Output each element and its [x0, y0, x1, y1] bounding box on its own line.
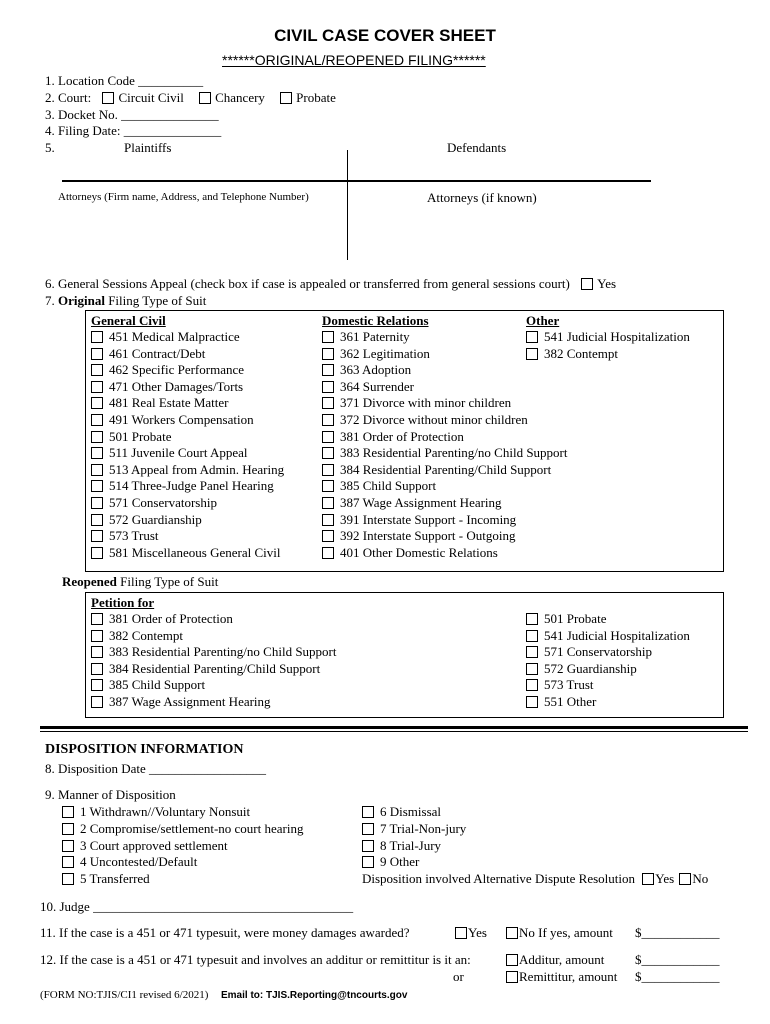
other-checkbox[interactable]: [526, 331, 538, 343]
disposition-manner-checkbox[interactable]: [362, 806, 374, 818]
general-civil-checkbox[interactable]: [91, 547, 103, 559]
general-civil-label: 451 Medical Malpractice: [109, 329, 240, 344]
reopened-petition-item[interactable]: [526, 661, 637, 677]
location-code-field[interactable]: 1. Location Code __________: [45, 73, 204, 88]
reopened-petition-label: 572 Guardianship: [544, 660, 637, 676]
reopened-petition-label: 384 Residential Parenting/Child Support: [109, 660, 321, 676]
general-civil-item[interactable]: [91, 429, 171, 445]
disposition-manner-checkbox[interactable]: [62, 840, 74, 852]
disposition-manner-item[interactable]: [62, 871, 150, 887]
disposition-manner-item[interactable]: [62, 854, 197, 870]
domestic-relations-item[interactable]: [322, 528, 515, 544]
general-civil-checkbox[interactable]: [91, 464, 103, 476]
reopened-petition-label: 382 Contempt: [109, 627, 184, 643]
reopened-petition-checkbox[interactable]: [526, 630, 538, 642]
general-civil-checkbox[interactable]: [91, 497, 103, 509]
reopened-petition-item[interactable]: [91, 677, 205, 693]
domestic-relations-item[interactable]: [322, 429, 464, 445]
defendant-attorneys-label: Attorneys (if known): [427, 190, 537, 205]
appeal-yes-checkbox[interactable]: [581, 278, 593, 290]
reopened-petition-item[interactable]: [91, 611, 233, 627]
defendants-label: Defendants: [447, 140, 507, 155]
domestic-relations-checkbox[interactable]: [322, 547, 334, 559]
general-civil-item[interactable]: [91, 528, 159, 544]
general-civil-checkbox[interactable]: [91, 447, 103, 459]
domestic-relations-checkbox[interactable]: [322, 431, 334, 443]
general-civil-label: 514 Three-Judge Panel Hearing: [109, 478, 274, 494]
filing-date-field[interactable]: 4. Filing Date: _______________: [45, 123, 222, 138]
reopened-petition-item[interactable]: [526, 677, 594, 693]
other-item[interactable]: [526, 329, 690, 345]
reopened-petition-label: 541 Judicial Hospitalization: [544, 627, 690, 643]
general-civil-checkbox[interactable]: [91, 480, 103, 492]
domestic-relations-checkbox[interactable]: [322, 397, 334, 409]
page-subtitle: ******ORIGINAL/REOPENED FILING******: [222, 52, 486, 68]
reopened-petition-checkbox[interactable]: [526, 679, 538, 691]
chancery-label: Chancery: [215, 90, 265, 105]
general-civil-label: 571 Conservatorship: [109, 495, 217, 510]
reopened-petition-checkbox[interactable]: [91, 679, 103, 691]
domestic-relations-item[interactable]: [322, 412, 528, 428]
general-civil-checkbox[interactable]: [91, 364, 103, 376]
reopened-petition-item[interactable]: [526, 628, 690, 644]
reopened-petition-label: 551 Other: [544, 694, 597, 709]
general-civil-label: 511 Juvenile Court Appeal: [109, 445, 248, 461]
general-civil-label: 513 Appeal from Admin. Hearing: [109, 461, 285, 477]
disposition-manner-checkbox[interactable]: [62, 873, 74, 885]
other-item[interactable]: [526, 346, 618, 362]
circuit-civil-label: Circuit Civil: [118, 90, 184, 105]
domestic-relations-label: 385 Child Support: [340, 478, 437, 494]
general-civil-label: 581 Miscellaneous General Civil: [109, 544, 281, 560]
general-civil-checkbox[interactable]: [91, 514, 103, 526]
q12-text: 12. If the case is a 451 or 471 typesuit and involves an additur or remittitur is it an:: [40, 952, 471, 967]
general-civil-label: 462 Specific Performance: [109, 362, 245, 378]
reopened-petition-checkbox[interactable]: [526, 613, 538, 625]
domestic-relations-checkbox[interactable]: [322, 348, 334, 360]
form-number: (FORM NO:TJIS/CI1 revised 6/2021): [40, 989, 209, 1001]
disposition-manner-checkbox[interactable]: [362, 856, 374, 868]
general-civil-label: 501 Probate: [109, 428, 172, 444]
q12-additur: [506, 952, 604, 968]
court-field: [45, 90, 336, 106]
domestic-relations-label: 363 Adoption: [340, 362, 412, 378]
domestic-relations-checkbox[interactable]: [322, 447, 334, 459]
domestic-relations-item[interactable]: [322, 545, 498, 561]
court-label: 2. Court:: [45, 90, 92, 105]
remittitur-label: Remittitur, amount: [519, 969, 618, 984]
reopened-petition-checkbox[interactable]: [91, 646, 103, 658]
parties-divider-horizontal: [62, 180, 651, 182]
domestic-relations-item[interactable]: [322, 478, 436, 494]
domestic-relations-heading: Domestic Relations: [322, 313, 429, 328]
general-civil-item[interactable]: [91, 412, 254, 428]
domestic-relations-checkbox[interactable]: [322, 414, 334, 426]
domestic-relations-checkbox[interactable]: [322, 364, 334, 376]
general-civil-checkbox[interactable]: [91, 414, 103, 426]
adr-yes-checkbox[interactable]: [642, 873, 654, 885]
domestic-relations-item[interactable]: [322, 329, 410, 345]
reopened-petition-label: 383 Residential Parenting/no Child Support: [109, 644, 337, 660]
general-civil-label: 461 Contract/Debt: [109, 345, 206, 361]
general-civil-checkbox[interactable]: [91, 331, 103, 343]
general-civil-item[interactable]: [91, 478, 274, 494]
general-civil-label: 491 Workers Compensation: [109, 412, 254, 427]
domestic-relations-item[interactable]: [322, 512, 516, 528]
domestic-relations-checkbox[interactable]: [322, 480, 334, 492]
chancery-checkbox[interactable]: [199, 92, 211, 104]
disposition-manner-label: 9 Other: [380, 854, 420, 870]
disposition-date-field[interactable]: 8. Disposition Date __________________: [45, 761, 266, 776]
q12-or-label: or: [453, 969, 464, 984]
domestic-relations-item[interactable]: [322, 379, 414, 395]
q11-no-checkbox[interactable]: [506, 927, 518, 939]
domestic-relations-checkbox[interactable]: [322, 464, 334, 476]
reopened-petition-checkbox[interactable]: [91, 663, 103, 675]
disposition-manner-label: 1 Withdrawn//Voluntary Nonsuit: [80, 804, 251, 819]
adr-question: [362, 871, 708, 887]
general-civil-label: 572 Guardianship: [109, 511, 202, 527]
general-civil-checkbox[interactable]: [91, 530, 103, 542]
general-civil-item[interactable]: [91, 379, 243, 395]
additur-label: Additur, amount: [519, 952, 605, 967]
reopened-petition-item[interactable]: [91, 661, 320, 677]
domestic-relations-item[interactable]: [322, 346, 430, 362]
domestic-relations-checkbox[interactable]: [322, 331, 334, 343]
disposition-manner-label: 2 Compromise/settlement-no court hearing: [80, 820, 304, 836]
other-label: 382 Contempt: [544, 345, 619, 361]
disposition-manner-item[interactable]: [362, 804, 441, 820]
domestic-relations-label: 384 Residential Parenting/Child Support: [340, 461, 552, 477]
domestic-relations-label: 387 Wage Assignment Hearing: [340, 495, 502, 510]
disposition-manner-label: 4 Uncontested/Default: [80, 854, 198, 870]
reopened-petition-item[interactable]: [91, 644, 337, 660]
general-civil-label: 573 Trust: [109, 528, 159, 544]
disposition-manner-checkbox[interactable]: [62, 823, 74, 835]
general-civil-checkbox[interactable]: [91, 348, 103, 360]
domestic-relations-item[interactable]: [322, 395, 511, 411]
q11-amount-field[interactable]: $____________: [635, 925, 720, 940]
remittitur-checkbox[interactable]: [506, 971, 518, 983]
disposition-manner-checkbox[interactable]: [62, 856, 74, 868]
domestic-relations-label: 392 Interstate Support - Outgoing: [340, 528, 516, 544]
q11-yes-label: Yes: [468, 925, 487, 940]
reopened-petition-label: 573 Trust: [544, 677, 594, 693]
reopened-petition-label: 501 Probate: [544, 611, 607, 626]
manner-of-disposition-label: 9. Manner of Disposition: [45, 787, 176, 802]
disposition-manner-label: 3 Court approved settlement: [80, 837, 228, 853]
general-civil-item[interactable]: [91, 395, 229, 411]
disposition-manner-item[interactable]: [362, 838, 441, 854]
probate-checkbox[interactable]: [280, 92, 292, 104]
original-rest: Filing Type of Suit: [104, 293, 207, 308]
disposition-manner-label: 5 Transferred: [80, 871, 150, 887]
domestic-relations-label: 361 Paternity: [340, 329, 410, 344]
other-checkbox[interactable]: [526, 348, 538, 360]
adr-label: Disposition involved Alternative Dispute Resolution: [362, 871, 635, 886]
general-civil-label: 481 Real Estate Matter: [109, 395, 229, 411]
general-civil-checkbox[interactable]: [91, 397, 103, 409]
domestic-relations-label: 391 Interstate Support - Incoming: [340, 511, 517, 527]
section-divider-thin: [40, 731, 748, 732]
page-title: CIVIL CASE COVER SHEET: [274, 26, 496, 45]
reopened-petition-label: 385 Child Support: [109, 677, 206, 693]
domestic-relations-label: 364 Surrender: [340, 378, 415, 394]
domestic-relations-label: 371 Divorce with minor children: [340, 395, 512, 411]
domestic-relations-label: 383 Residential Parenting/no Child Support: [340, 445, 568, 461]
domestic-relations-label: 401 Other Domestic Relations: [340, 544, 498, 560]
judge-field[interactable]: 10. Judge ________________________________________: [40, 899, 354, 914]
domestic-relations-checkbox[interactable]: [322, 497, 334, 509]
reopened-petition-checkbox[interactable]: [526, 646, 538, 658]
domestic-relations-item[interactable]: [322, 362, 411, 378]
general-civil-item[interactable]: [91, 495, 217, 511]
general-civil-item[interactable]: [91, 445, 248, 461]
domestic-relations-label: 381 Order of Protection: [340, 428, 464, 444]
other-heading: Other: [526, 313, 560, 328]
reopened-petition-label: 381 Order of Protection: [109, 611, 233, 626]
reopened-petition-checkbox[interactable]: [526, 696, 538, 708]
original-filing-heading: [45, 293, 206, 309]
disposition-manner-item[interactable]: [362, 821, 466, 837]
reopened-petition-checkbox[interactable]: [91, 696, 103, 708]
reopened-petition-label: 571 Conservatorship: [544, 644, 652, 660]
disposition-manner-checkbox[interactable]: [362, 840, 374, 852]
q11-yes-checkbox[interactable]: [455, 927, 467, 939]
original-filing-box: [85, 310, 724, 572]
item-5-number: 5.: [45, 140, 55, 155]
general-civil-checkbox[interactable]: [91, 381, 103, 393]
footer-email: Email to: TJIS.Reporting@tncourts.gov: [221, 990, 408, 1001]
parties-divider-vertical: [347, 150, 348, 260]
reopened-petition-checkbox[interactable]: [91, 630, 103, 642]
domestic-relations-item[interactable]: [322, 495, 502, 511]
disposition-manner-label: 6 Dismissal: [380, 804, 442, 819]
reopened-petition-checkbox[interactable]: [526, 663, 538, 675]
adr-no-label: No: [692, 871, 709, 886]
petition-for-heading: Petition for: [91, 595, 155, 610]
disposition-manner-item[interactable]: [362, 854, 419, 870]
general-sessions-appeal: [45, 276, 616, 292]
reopened-filing-box: [85, 592, 724, 718]
domestic-relations-checkbox[interactable]: [322, 381, 334, 393]
reopened-petition-item[interactable]: [526, 611, 606, 627]
remittitur-amount-field[interactable]: $____________: [635, 969, 720, 984]
original-label: Original: [58, 293, 105, 308]
disposition-manner-item[interactable]: [62, 804, 250, 820]
disposition-manner-checkbox[interactable]: [362, 823, 374, 835]
reopened-petition-item[interactable]: [526, 644, 652, 660]
domestic-relations-checkbox[interactable]: [322, 514, 334, 526]
reopened-petition-item[interactable]: [91, 628, 183, 644]
general-civil-item[interactable]: [91, 362, 244, 378]
disposition-heading: DISPOSITION INFORMATION: [45, 742, 244, 757]
disposition-manner-item[interactable]: [62, 821, 303, 837]
section-divider: [40, 726, 748, 729]
general-civil-item[interactable]: [91, 346, 205, 362]
reopened-petition-item[interactable]: [526, 694, 596, 710]
reopened-filing-heading: [62, 574, 218, 590]
domestic-relations-item[interactable]: [322, 462, 551, 478]
general-civil-item[interactable]: [91, 462, 284, 478]
reopened-label: Reopened: [62, 574, 117, 589]
other-label: 541 Judicial Hospitalization: [544, 329, 690, 344]
domestic-relations-label: 362 Legitimation: [340, 345, 430, 361]
q11-no: [506, 925, 613, 941]
general-civil-checkbox[interactable]: [91, 431, 103, 443]
circuit-civil-checkbox[interactable]: [102, 92, 114, 104]
reopened-rest: Filing Type of Suit: [116, 574, 219, 589]
general-civil-label: 471 Other Damages/Torts: [109, 378, 244, 394]
disposition-manner-label: 8 Trial-Jury: [380, 837, 442, 853]
domestic-relations-checkbox[interactable]: [322, 530, 334, 542]
reopened-petition-label: 387 Wage Assignment Hearing: [109, 694, 271, 709]
q11-text: 11. If the case is a 451 or 471 typesuit, were money damages awarded?: [40, 925, 410, 940]
item-7-number: 7.: [45, 293, 58, 308]
adr-no-checkbox[interactable]: [679, 873, 691, 885]
q11-no-label: No If yes, amount: [519, 925, 613, 940]
probate-label: Probate: [296, 90, 336, 105]
disposition-manner-checkbox[interactable]: [62, 806, 74, 818]
additur-amount-field[interactable]: $____________: [635, 952, 720, 967]
general-civil-item[interactable]: [91, 545, 281, 561]
domestic-relations-item[interactable]: [322, 445, 568, 461]
domestic-relations-label: 372 Divorce without minor children: [340, 412, 528, 427]
appeal-text: 6. General Sessions Appeal (check box if case is appealed or transferred from general sessions court): [45, 276, 570, 291]
plaintiffs-label: Plaintiffs: [124, 140, 172, 155]
q11-yes: [455, 925, 487, 941]
reopened-petition-item[interactable]: [91, 694, 271, 710]
disposition-manner-label: 7 Trial-Non-jury: [380, 820, 467, 836]
adr-yes-label: Yes: [655, 871, 675, 886]
plaintiff-attorneys-label: Attorneys (Firm name, Address, and Telephone Number): [58, 191, 309, 203]
disposition-manner-item[interactable]: [62, 838, 228, 854]
reopened-petition-checkbox[interactable]: [91, 613, 103, 625]
general-civil-item[interactable]: [91, 329, 240, 345]
docket-number-field[interactable]: 3. Docket No. _______________: [45, 107, 219, 122]
general-civil-heading: General Civil: [91, 313, 166, 328]
additur-checkbox[interactable]: [506, 954, 518, 966]
q12-remittitur: [506, 969, 617, 985]
appeal-yes-label: Yes: [597, 276, 617, 291]
general-civil-item[interactable]: [91, 512, 202, 528]
